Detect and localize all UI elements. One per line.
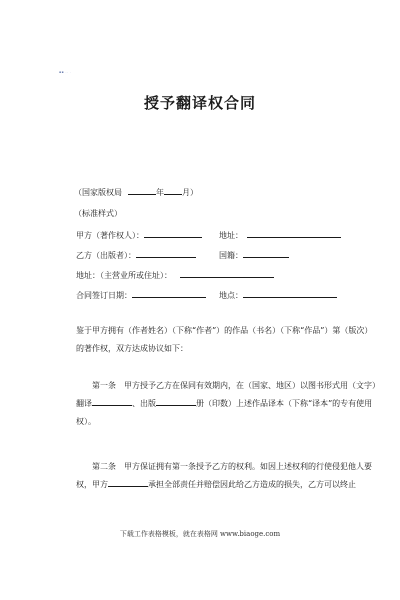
article-1-text-b: 、出版 (132, 399, 156, 408)
nationality-field[interactable] (243, 249, 289, 258)
address-label-2: 地址：（主营业所或住址）： (76, 271, 172, 280)
year-suffix: 年 (156, 188, 164, 197)
sign-place-field[interactable] (243, 289, 337, 298)
sign-date-field[interactable] (132, 289, 206, 298)
header-mark: ▪▪ ·· · (59, 70, 72, 74)
footer-text: 下载工作表格模板，就在表格网 www.biaoge.com (119, 530, 281, 538)
sign-place-row (219, 289, 337, 301)
standard-note: （标准样式） (74, 209, 122, 218)
sign-place-label: 地点： (219, 291, 243, 300)
address-field-1[interactable] (247, 229, 341, 238)
address-row-1 (219, 229, 341, 241)
month-suffix: 月） (182, 188, 198, 197)
bureau-line (74, 186, 198, 198)
article-2-text-b: 承担全部责任并赔偿因此给乙方造成的损失，乙方可以终止 (148, 480, 356, 489)
article-2-text-a: 第二条 甲方保证拥有第一条授予乙方的权利。如因上述权利的行使侵犯他人要权，甲方 (76, 462, 372, 489)
party-a-field[interactable] (144, 229, 202, 238)
month-blank[interactable] (164, 186, 182, 195)
sign-date-row (76, 289, 206, 301)
address-field-2[interactable] (180, 269, 274, 278)
liability-blank[interactable] (108, 479, 148, 487)
page-title: 授予翻译权合同 (143, 94, 256, 112)
address-row-2 (76, 269, 274, 281)
party-a-row (76, 229, 202, 241)
sign-date-label: 合同签订日期： (76, 291, 132, 300)
party-b-field[interactable] (136, 249, 196, 258)
bureau-prefix: （国家版权局 (74, 188, 122, 197)
article-2-paragraph (76, 458, 376, 494)
article-1-paragraph (76, 377, 376, 431)
address-label-1: 地址： (219, 231, 243, 240)
party-a-label: 甲方（著作权人）： (76, 231, 144, 240)
nationality-label: 国籍： (219, 251, 243, 260)
article-1-text-a: 第一条 甲方授予乙方在保同有效期内，在（国家、地区）以图书形式用（文字）翻译 (76, 381, 376, 408)
year-blank[interactable] (128, 186, 156, 195)
party-b-label: 乙方（出版者）： (76, 251, 136, 260)
print-count-blank[interactable] (156, 398, 196, 406)
translator-blank[interactable] (92, 398, 132, 406)
article-1-text-c: 册（印数）上述作品译本（下称“译本”的专有使用权）。 (76, 399, 373, 426)
preamble-paragraph: 鉴于甲方拥有（作者姓名）（下称“作者”）的作品（书名）（下称“作品”）第（版次）的著作权，双方达成协议如下： (76, 326, 373, 353)
party-b-row (76, 249, 196, 261)
nationality-row (219, 249, 289, 261)
